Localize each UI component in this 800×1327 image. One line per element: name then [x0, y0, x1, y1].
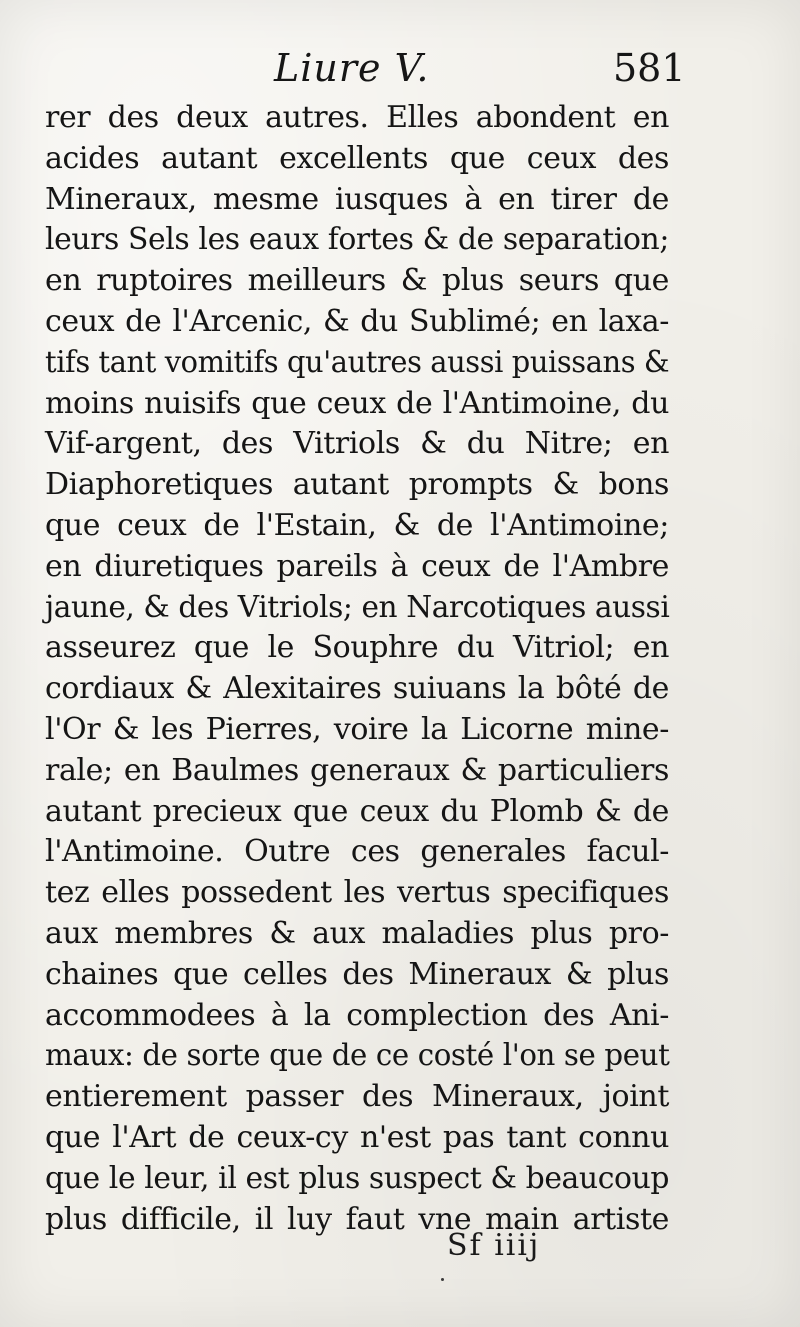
text-line: autant precieux que ceux du Plomb & de [45, 793, 669, 829]
text-line: ceux de l'Arcenic, & du Sublimé; en laxa- [45, 303, 669, 339]
text-line: en ruptoires meilleurs & plus seurs que [45, 263, 669, 299]
running-head-title: Liure V. [274, 46, 430, 90]
text-line: acides autant excellents que ceux des [45, 140, 669, 176]
text-line: plus difficile, il luy faut vne main artiste [45, 1201, 669, 1237]
page-number: 581 [613, 46, 686, 90]
text-line: entierement passer des Mineraux, joint [45, 1079, 669, 1115]
text-line: Diaphoretiques autant prompts & bons [45, 467, 669, 503]
text-line: l'Or & les Pierres, voire la Licorne mine- [45, 711, 669, 747]
text-line: Mineraux, mesme iusques à en tirer de [45, 181, 669, 217]
text-line: moins nuisifs que ceux de l'Antimoine, du [45, 385, 669, 421]
text-line: leurs Sels les eaux fortes & de separation; [45, 222, 669, 258]
text-line: en diuretiques pareils à ceux de l'Ambre [45, 548, 669, 584]
text-line: tifs tant vomitifs qu'autres aussi puissans & [45, 344, 670, 380]
text-line: asseurez que le Souphre du Vitriol; en [45, 630, 669, 666]
text-line: rale; en Baulmes generaux & particuliers [45, 752, 669, 788]
text-line: l'Antimoine. Outre ces generales facul- [45, 834, 669, 870]
text-line: accommodees à la complection des Ani- [45, 997, 669, 1033]
signature-mark: Sf iiij [447, 1228, 541, 1263]
text-line: aux membres & aux maladies plus pro- [45, 915, 669, 951]
text-line: jaune, & des Vitriols; en Narcotiques aussi [45, 589, 670, 625]
text-line: maux: de sorte que de ce costé l'on se peut [45, 1038, 670, 1074]
text-line: chaines que celles des Mineraux & plus [45, 956, 669, 992]
text-line: tez elles possedent les vertus specifiques [45, 875, 669, 911]
text-line: Vif-argent, des Vitriols & du Nitre; en [45, 426, 669, 462]
body-text [45, 98, 669, 1240]
text-line: que l'Art de ceux-cy n'est pas tant connu [45, 1119, 669, 1155]
text-line: cordiaux & Alexitaires suiuans la bôté de [45, 671, 669, 707]
text-line: rer des deux autres. Elles abondent en [45, 100, 669, 135]
text-line: que ceux de l'Estain, & de l'Antimoine; [45, 507, 669, 543]
text-line: que le leur, il est plus suspect & beaucoup [45, 1160, 670, 1196]
ink-speck [441, 1278, 444, 1281]
running-head [0, 46, 800, 96]
